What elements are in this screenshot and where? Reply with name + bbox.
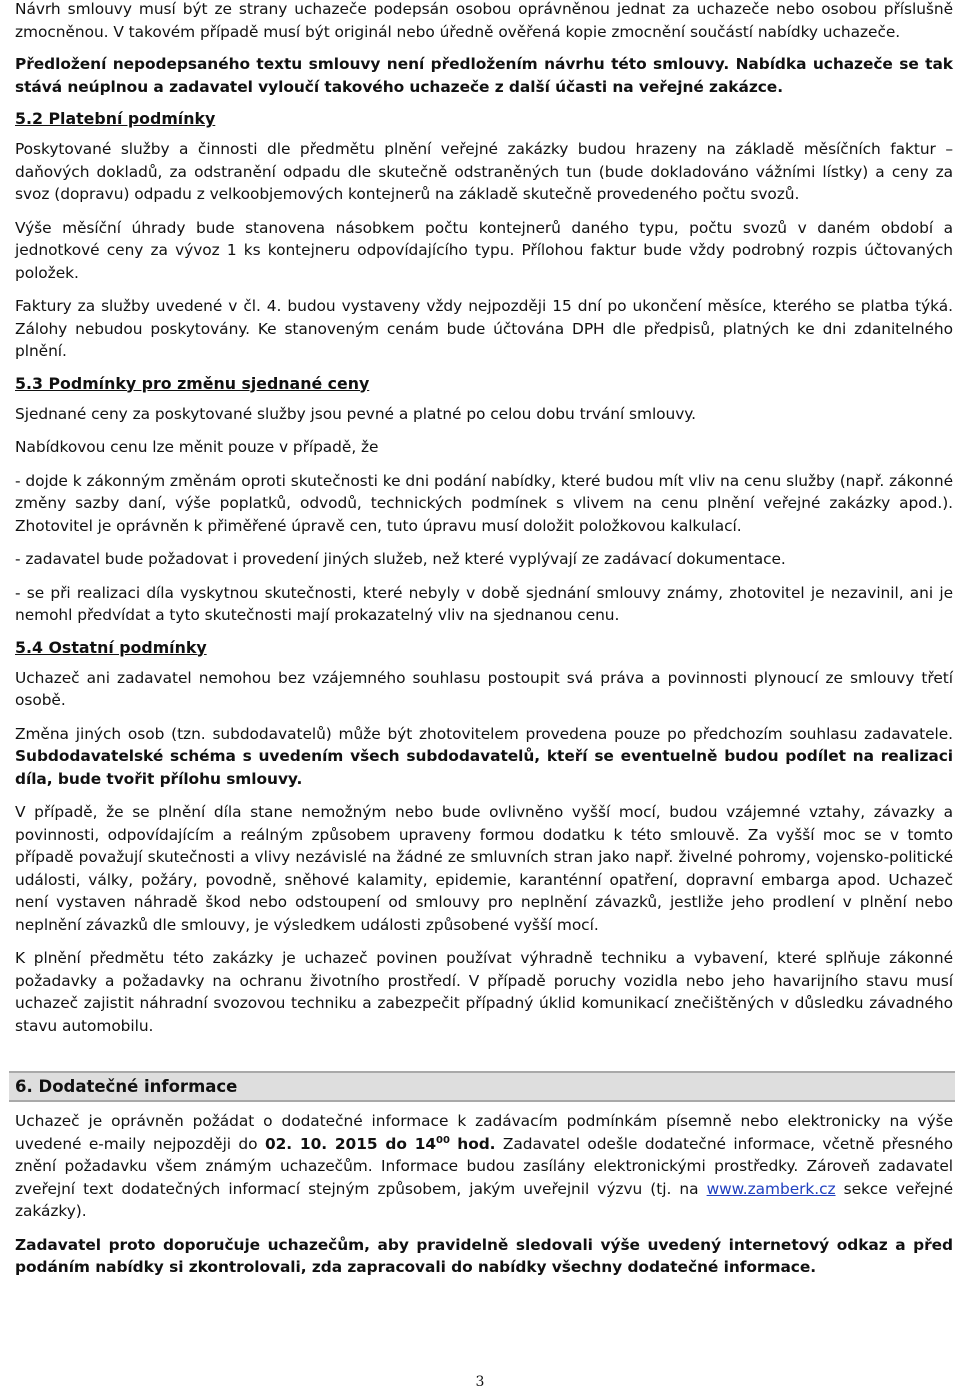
s6-deadline-minutes: 00 bbox=[436, 1134, 450, 1146]
s52-paragraph-monthly-payment: Výše měsíční úhrady bude stanovena násobkem počtu kontejnerů daného typu, počtu svozů v daném období a jednotkové ceny za vývoz 1 ks kontejneru odpovídajícího typu. Přílohou faktur bude vždy podrobný rozpis účtovaných položek. bbox=[15, 218, 953, 282]
s53-item-unforeseen: - se při realizaci díla vyskytnou skutečnosti, které nebyly v době sjednání smlouvy známy, zhotovitel je nezavinil, ani je nemohl předvídat a tyto skutečnosti mají prokazatelný vliv na sjednanou cenu. bbox=[15, 583, 953, 624]
zamberk-website-link[interactable]: www.zamberk.cz bbox=[706, 1179, 836, 1198]
s6-deadline-hod: hod. bbox=[457, 1134, 496, 1153]
s6-paragraph-recommendation: Zadavatel proto doporučuje uchazečům, aby pravidelně sledovali výše uvedený internetový odkaz a před podáním nabídky si zkontrolovali, zda zapracovali do nabídky všechny dodatečné informace. bbox=[15, 1235, 953, 1276]
s54-paragraph-force-majeure: V případě, že se plnění díla stane nemožným nebo bude ovlivněno vyšší mocí, budou vzájemné vztahy, závazky a povinnosti, odpovídajícím a reálným způsobem upraveny formou dodatku k této smlouvě. Za vyšší moc se v tomto případě považují skutečnosti a vlivy nezávislé na žádné ze smluvních stran jako např. živelné pohromy, vojensko-politické události, války, požáry, povodně, sněhové kalamity, epidemie, karanténní opatření, dopravní embarga apod. Uchazeč není vystaven náhradě škod nebo odstoupení od smlouvy pro neplnění závazků, jestliže jeho prodlení v plnění nebo neplnění závazků dle smlouvy, je výsledkem události způsobené vyšší mocí. bbox=[15, 803, 953, 934]
s53-item-other-services: - zadavatel bude požadovat i provedení jiných služeb, než které vyplývají ze zadávací dokumentace. bbox=[15, 550, 786, 568]
s6-text-b: Zadavatel odešle dodatečné informace, včetně přesného znění požadavku všem známým uchazečům. Informace budou zasílány elektronickými prostředky. Zároveň zadavatel zveřejní text dodatečných informací stejným způsobem, jakým uveřejnil výzvu (tj. na bbox=[15, 1134, 954, 1198]
page-number: 3 bbox=[475, 1374, 485, 1390]
s54-subcontractors-bold-text: Subdodavatelské schéma s uvedením všech subdodavatelů, kteří se eventuelně budou podílet na realizaci díla, bude tvořit přílohu smlouvy. bbox=[15, 747, 953, 788]
section-6-heading: 6. Dodatečné informace bbox=[15, 1077, 238, 1096]
intro-paragraph-signature: Návrh smlouvy musí být ze strany uchazeče podepsán osobou oprávněnou jednat za uchazeče nebo osobou příslušně zmocněnou. V takovém případě musí být originál nebo úředně ověřená kopie zmocnění součástí nabídky uchazeče. bbox=[15, 0, 953, 41]
s52-paragraph-invoices: Poskytované služby a činnosti dle předmětu plnění veřejné zakázky budou hrazeny na základě měsíčních faktur – daňových dokladů, za odstranění odpadu dle skutečně odstraněných tun (bude dokladováno vážními lístky) a ceny za svoz (dopravu) odpadu z velkoobjemových kontejnerů na základě skutečně provedeného počtu svozů. bbox=[15, 140, 953, 203]
s52-paragraph-invoice-terms: Faktury za služby uvedené v čl. 4. budou vystaveny vždy nejpozději 15 dní po ukončení měsíce, kterého se platba týká. Zálohy nebudou poskytovány. Ke stanoveným cenám bude účtována DPH dle předpisů, platných ke dni zdanitelného plnění. bbox=[15, 297, 953, 360]
s54-paragraph-equipment: K plnění předmětu této zakázky je uchazeč povinen používat výhradně techniku a vybavení, které splňuje zákonné požadavky a požadavky na ochranu životního prostředí. V případě poruchy vozidla nebo jeho havarijního stavu musí uchazeč zajistit náhradní svozovou techniku a zabezpečit případný úklid komunikací znečištěných v důsledku závadného stavu automobilu. bbox=[15, 949, 953, 1035]
s6-text-c: sekce veřejné zakázky). bbox=[15, 1179, 953, 1220]
s53-item-legal-changes: - dojde k zákonným změnám oproti skutečnosti ke dni podání nabídky, které budou mít vliv na cenu služby (např. zákonné změny sazby daní, výše poplatků, odvodů, technických podmínek s vlivem na cenu plnění veřejné zakázky apod.). Zhotovitel je oprávněn k přiměřené úpravě cen, tuto úpravu musí doložit položkovou kalkulací. bbox=[15, 471, 953, 535]
section-5-4-heading: 5.4 Ostatní podmínky bbox=[15, 637, 207, 657]
section-5-2-heading: 5.2 Platební podmínky bbox=[15, 109, 216, 128]
section-6-heading-bar bbox=[9, 1071, 955, 1102]
s53-paragraph-fixed-prices: Sjednané ceny za poskytované služby jsou pevné a platné po celou dobu trvání smlouvy. bbox=[15, 404, 697, 423]
s53-paragraph-change-condition: Nabídkovou cenu lze měnit pouze v případě, že bbox=[15, 438, 379, 456]
s6-paragraph-additional-info bbox=[15, 1110, 953, 1223]
s6-text-a: Uchazeč je oprávněn požádat o dodatečné informace k zadávacím podmínkám písemně nebo elektronicky na výše uvedené e-maily nejpozději do bbox=[15, 1112, 953, 1153]
section-5-3-heading: 5.3 Podmínky pro změnu sjednané ceny bbox=[15, 373, 370, 393]
document-page bbox=[15, 0, 953, 1390]
s54-paragraph-assignment: Uchazeč ani zadavatel nemohou bez vzájemného souhlasu postoupit svá práva a povinnosti plynoucí ze smlouvy třetí osobě. bbox=[15, 668, 953, 709]
s54-paragraph-subcontractors bbox=[15, 723, 953, 791]
s54-subcontractors-text: Změna jiných osob (tzn. subdodavatelů) může být zhotovitelem provedena pouze po předchozím souhlasu zadavatele. bbox=[15, 724, 953, 743]
s6-deadline-date: 02. 10. 2015 do 14 bbox=[264, 1134, 437, 1153]
intro-paragraph-unsigned-warning: Předložení nepodepsaného textu smlouvy není předložením návrhu této smlouvy. Nabídka uchazeče se tak stává neúplnou a zadavatel vyloučí takového uchazeče z další účasti na veřejné zakázce. bbox=[15, 55, 953, 96]
